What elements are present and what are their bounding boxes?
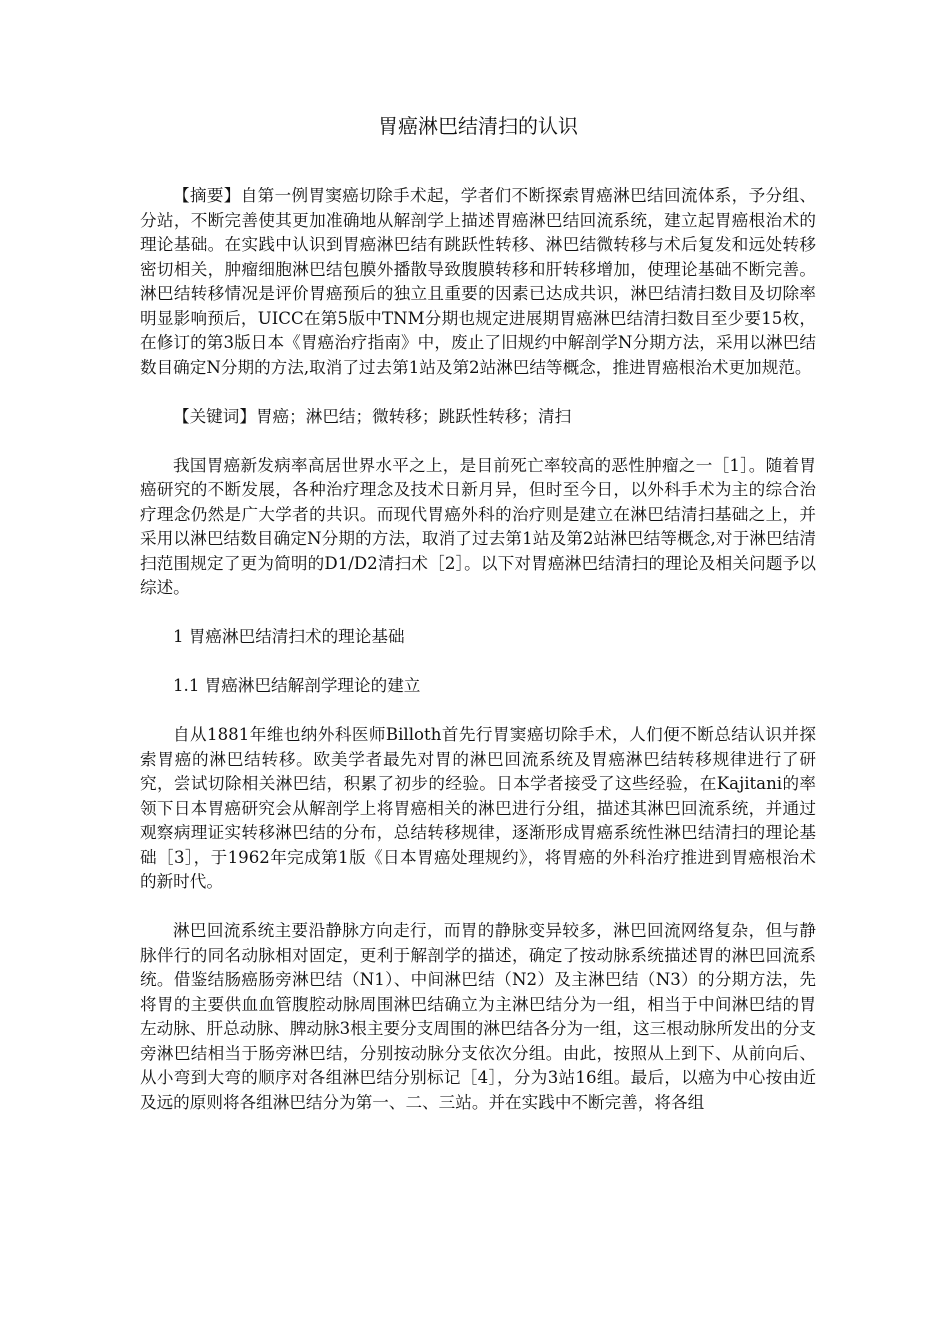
document-body: [140, 112, 816, 1140]
document-title: 胃癌淋巴结清扫的认识: [378, 114, 578, 138]
body-paragraph-1: 自从1881年维也纳外科医师Billoth首先行胃窦癌切除手术，人们便不断总结认识并探索胃癌的淋巴结转移。欧美学者最先对胃的淋巴回流系统及胃癌淋巴结转移规律进行了研究，尝试切除相关淋巴结，积累了初步的经验。日本学者接受了这些经验，在Kajitani的率领下日本胃癌研究会从解剖学上将胃癌相关的淋巴进行分组，描述其淋巴回流系统，并通过观察病理证实转移淋巴结的分布，总结转移规律，逐渐形成胃癌系统性淋巴结清扫的理论基础［3］，于1962年完成第1版《日本胃癌处理规约》，将胃癌的外科治疗推进到胃癌根治术的新时代。: [140, 725, 816, 891]
section-heading-1-1: 1.1 胃癌淋巴结解剖学理论的建立: [173, 676, 421, 695]
section-heading-1: 1 胃癌淋巴结清扫术的理论基础: [173, 627, 405, 646]
body-paragraph-2: 淋巴回流系统主要沿静脉方向走行，而胃的静脉变异较多，淋巴回流网络复杂，但与静脉伴行的同名动脉相对固定，更利于解剖学的描述，确定了按动脉系统描述胃的淋巴回流系统。借鉴结肠癌肠旁淋巴结（N1）、中间淋巴结（N2）及主淋巴结（N3）的分期方法，先将胃的主要供血血管腹腔动脉周围淋巴结确立为主淋巴结分为一组，相当于中间淋巴结的胃左动脉、肝总动脉、脾动脉3根主要分支周围的淋巴结各分为一组，这三根动脉所发出的分支旁淋巴结相当于肠旁淋巴结，分别按动脉分支依次分组。由此，按照从上到下、从前向后、从小弯到大弯的顺序对各组淋巴结分别标记［4］，分为3站16组。最后，以癌为中心按由近及远的原则将各组淋巴结分为第一、二、三站。并在实践中不断完善，将各组: [140, 921, 816, 1112]
abstract-paragraph: 【摘要】自第一例胃窦癌切除手术起，学者们不断探索胃癌淋巴结回流体系，予分组、分站，不断完善使其更加准确地从解剖学上描述胃癌淋巴结回流系统，建立起胃癌根治术的理论基础。在实践中认识到胃癌淋巴结有跳跃性转移、淋巴结微转移与术后复发和远处转移密切相关，肿瘤细胞淋巴结包膜外播散导致腹膜转移和肝转移增加，使理论基础不断完善。淋巴结转移情况是评价胃癌预后的独立且重要的因素已达成共识，淋巴结清扫数目及切除率明显影响预后，UICC在第5版中TNM分期也规定进展期胃癌淋巴结清扫数目至少要15枚，在修订的第3版日本《胃癌治疗指南》中，废止了旧规约中解剖学N分期方法，采用以淋巴结数目确定N分期的方法,取消了过去第1站及第2站淋巴结等概念，推进胃癌根治术更加规范。: [140, 186, 816, 377]
intro-paragraph: 我国胃癌新发病率高居世界水平之上，是目前死亡率较高的恶性肿瘤之一［1］。随着胃癌研究的不断发展，各种治疗理念及技术日新月异，但时至今日，以外科手术为主的综合治疗理念仍然是广大学者的共识。而现代胃癌外科的治疗则是建立在淋巴结清扫基础之上，并采用以淋巴结数目确定N分期的方法，取消了过去第1站及第2站淋巴结等概念,对于淋巴结清扫范围规定了更为简明的D1/D2清扫术［2］。以下对胃癌淋巴结清扫的理论及相关问题予以综述。: [140, 455, 816, 597]
keywords-paragraph: 【关键词】胃癌；淋巴结；微转移；跳跃性转移；清扫: [173, 406, 572, 426]
